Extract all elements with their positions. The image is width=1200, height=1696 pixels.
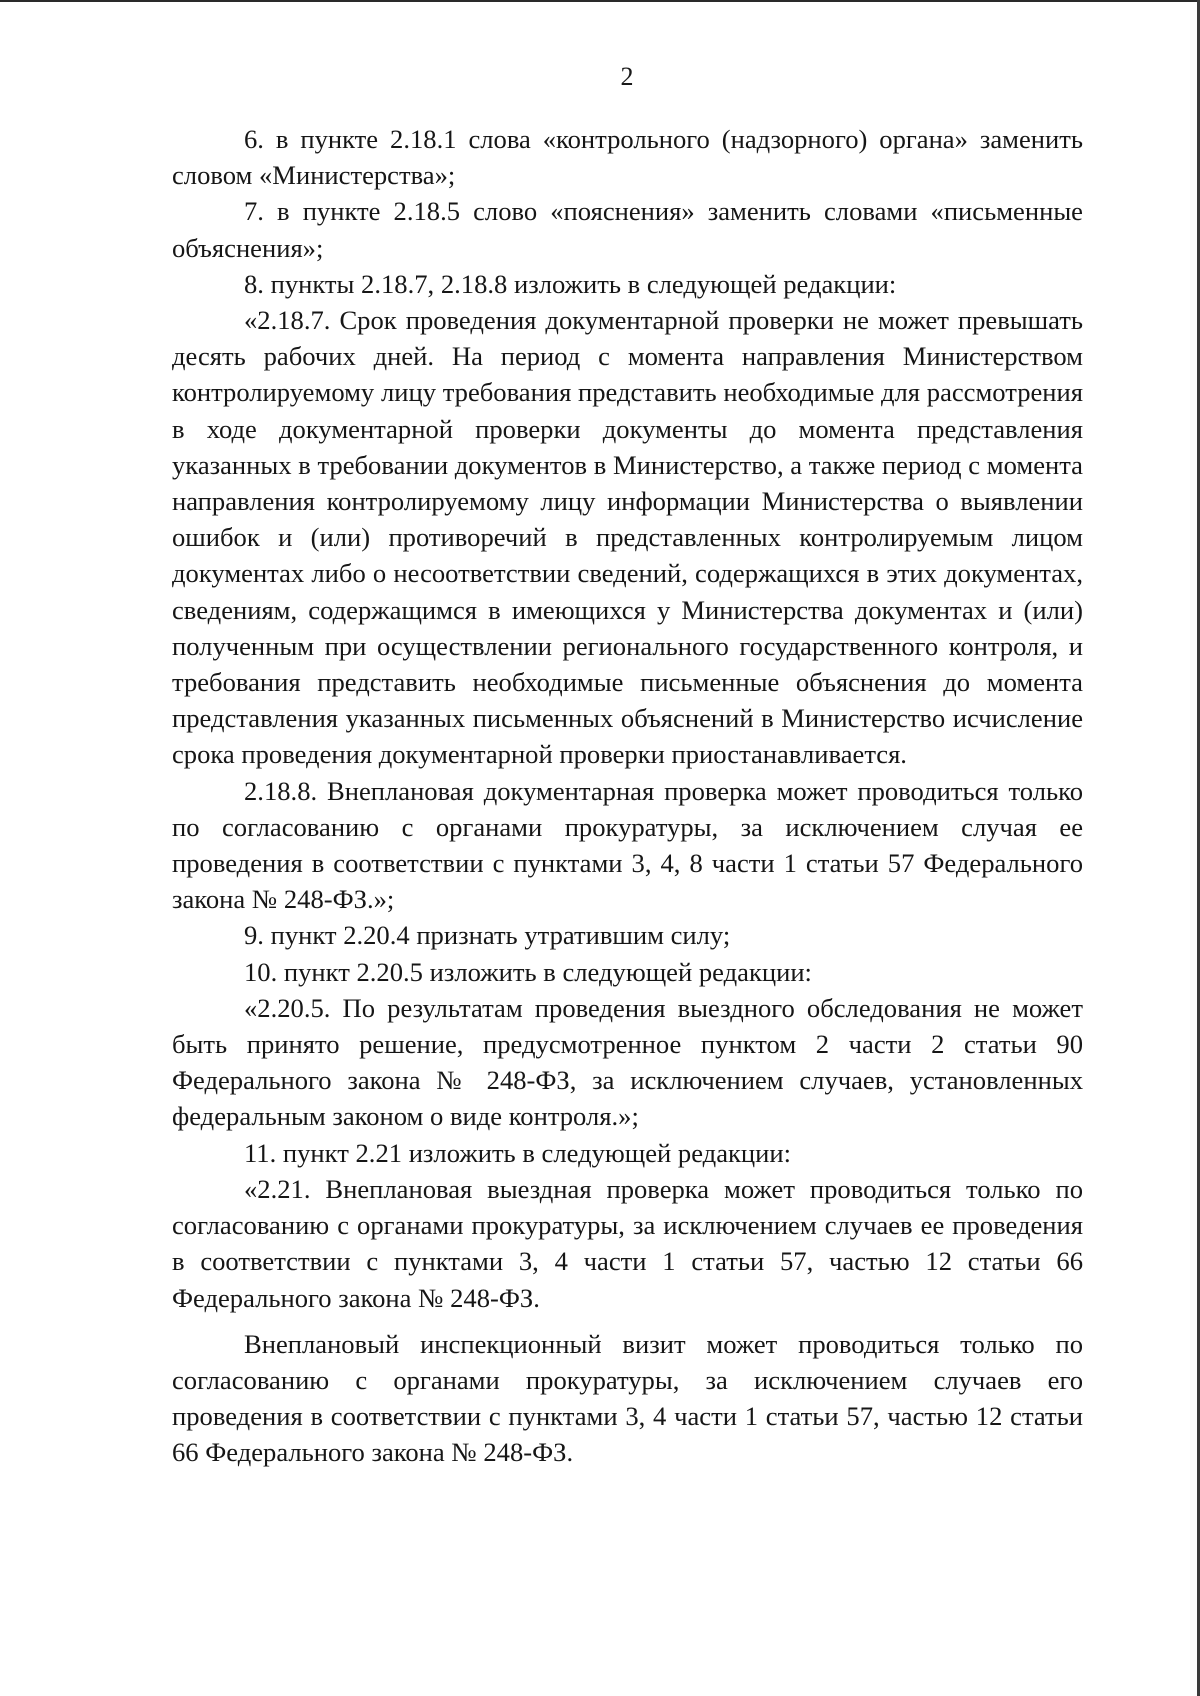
paragraph-clause-2-21: «2.21. Внеплановая выездная проверка может проводиться только по согласованию с органами прокуратуры, за исключением случаев ее проведения в соответствии с пунктами 3, 4 части 1 статьи 57, частью 12 статьи 66 Федерального закона № 248-ФЗ. xyxy=(172,1173,1083,1313)
paragraph-clause-2-18-7: «2.18.7. Срок проведения документарной проверки не может превышать десять рабочих дней. На период с момента направления Министерством контролируемому лицу требования представить необходимые для рассмотрения в ходе документарной проверки документы до момента представления указанных в требовании документов в Министерство, а также период с момента направления контролируемому лицу информации Министерства о выявлении ошибок и (или) противоречий в представленных контролируемым лицом документах либо о несоответствии сведений, содержащихся в этих документах, сведениям, содержащимся в имеющихся у Министерства документах и (или) полученным при осуществлении регионального государственного контроля, и требования представить необходимые письменные объяснения до момента представления указанных письменных объяснений в Министерство исчисление срока проведения документарной проверки приостанавливается. xyxy=(172,305,1083,770)
paragraph-item-8: 8. пункты 2.18.7, 2.18.8 изложить в следующей редакции: xyxy=(244,268,897,299)
paragraph-clause-2-20-5: «2.20.5. По результатам проведения выездного обследования не может быть принято решение, предусмотренное пунктом 2 части 2 статьи 90 Федерального закона № 248-ФЗ, за исключением случаев, установленных федеральным законом о виде контроля.»; xyxy=(172,992,1083,1132)
paragraph-inspection-visit: Внеплановый инспекционный визит может проводиться только по согласованию с органами прокуратуры, за исключением случаев его проведения в соответствии с пунктами 3, 4 части 1 статьи 57, частью 12 статьи 66 Федерального закона № 248-ФЗ. xyxy=(172,1328,1083,1468)
paragraph-item-9: 9. пункт 2.20.4 признать утратившим силу; xyxy=(244,920,731,951)
document-body xyxy=(172,121,1083,1471)
paragraph-item-11: 11. пункт 2.21 изложить в следующей редакции: xyxy=(244,1137,792,1168)
scan-edge-top xyxy=(0,0,1200,2)
page-number: 2 xyxy=(620,62,634,91)
paragraph-clause-2-18-8: 2.18.8. Внеплановая документарная проверка может проводиться только по согласованию с органами прокуратуры, за исключением случая ее проведения в соответствии с пунктами 3, 4, 8 части 1 статьи 57 Федерального закона № 248-ФЗ.»; xyxy=(172,775,1083,915)
paragraph-item-6: 6. в пункте 2.18.1 слова «контрольного (надзорного) органа» заменить словом «Министерства»; xyxy=(172,124,1083,191)
paragraph-item-7: 7. в пункте 2.18.5 слово «пояснения» заменить словами «письменные объяснения»; xyxy=(172,196,1083,263)
paragraph-item-10: 10. пункт 2.20.5 изложить в следующей редакции: xyxy=(244,956,812,987)
